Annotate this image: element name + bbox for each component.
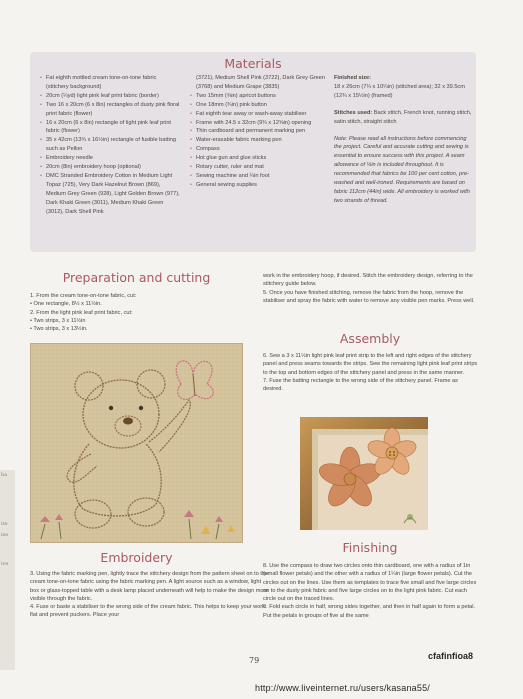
materials-column-2 [190, 74, 328, 190]
prep-line: 2. From the light pink leaf print fabric, cut: [30, 309, 133, 316]
adjacent-page-edge [0, 470, 15, 670]
materials-list-1 [40, 74, 180, 217]
materials-item: • 20cm (8in) embroidery hoop (optional) [40, 163, 180, 172]
materials-column-1 [40, 74, 180, 217]
materials-item: • Two 16 x 20cm (6 x 8in) rectangles of dusty pink floral print fabric (flower) [40, 101, 180, 119]
step-4-continued: work in the embroidery hoop, if desired. Stitch the embroidery design, referring to the stitchery guide below. [263, 273, 473, 288]
stitches-label: Stitches used: [334, 109, 373, 116]
materials-item: • 16 x 20cm (6 x 8in) rectangle of light pink leaf print fabric (flower) [40, 119, 180, 137]
finishing-text [263, 562, 479, 620]
materials-list-2 [190, 74, 328, 190]
prep-text [30, 292, 243, 333]
embroidery-title: Embroidery [100, 550, 173, 565]
finished-size-text: 18 x 26cm (7¼ x 10¼in) (stitched area); 32 x 39.5cm (12¾ x 15½in) (framed) [334, 83, 465, 99]
materials-item: • Frame with 24.5 x 32cm (9¾ x 12⅝in) opening [190, 119, 328, 128]
assembly-title: Assembly [339, 331, 401, 346]
magazine-brand: cfafinfioa8 [428, 651, 474, 661]
prep-line: 1. From the cream tone-on-tone fabric, cut: [30, 293, 137, 299]
prep-line: • Two strips, 3 x 13½in. [30, 326, 88, 333]
page-number: 79 [249, 656, 260, 665]
edge-text: ive [1, 561, 9, 567]
step-5: 5. Once you have finished stitching, remove the fabric from the hoop, remove the stabiliser and spray the fabric with water to remove any visible pen marks. Press well. [263, 289, 475, 304]
materials-item: • 20cm (¼yd) light pink leaf print fabric (border) [40, 92, 180, 101]
edge-text: ba [1, 472, 8, 478]
right-column-text [263, 272, 479, 305]
materials-column-3 [334, 74, 472, 206]
prep-line: • Two strips, 3 x 11½in [30, 317, 86, 324]
prep-line: • One rectangle, 8½ x 11½in. [30, 301, 102, 308]
materials-item: • Hot glue gun and glue sticks [190, 154, 328, 163]
materials-item: • DMC Stranded Embroidery Cotton in Medium Light Topaz (725), Very Dark Hazelnut Brown (869), Medium Grey Green (928), Light Golden Brown (977), Dark Khaki Green (3011), Medium Khaki Green (3012), Dark Shell Pink [40, 172, 180, 217]
stitches-text: Back stitch, French knot, running stitch, satin stitch, straight stitch [334, 109, 472, 125]
assembly-step-7: 7. Fuse the batting rectangle to the wrong side of the stitchery panel. Frame as desired. [263, 377, 458, 393]
materials-item: (3721), Medium Shell Pink (3722), Dark Grey Green (3768) and Medium Grape (3835) [196, 75, 326, 90]
flower-frame-photo [300, 417, 428, 530]
finished-size-label: Finished size: [334, 75, 371, 81]
embroidery-text [30, 570, 270, 620]
fabric-flower-illustration [300, 417, 428, 530]
materials-item: • Compass [190, 145, 328, 154]
assembly-text [263, 352, 479, 393]
bear-illustration [31, 344, 243, 543]
materials-title: Materials [224, 56, 282, 71]
materials-item: • Sewing machine and ¼in foot [190, 172, 328, 181]
finishing-step-8: 8. Use the compass to draw two circles onto thin cardboard, one with a radius of 1in (small flower petals) and the other with a radius of 1¼in (large flower petals). Cut the circles out on the lines. Use them as templates to trace five small and five large circles on to the dusty pink fabric and five large circles on to the light pink fabric. Cut each circle out on the traced lines. [263, 563, 477, 603]
materials-item: • Thin cardboard and permanent marking pen [190, 127, 328, 136]
materials-panel [30, 52, 476, 252]
materials-item: • Fat eighth tear away or wash-away stabiliser [190, 110, 328, 119]
bear-stitchery-photo [30, 343, 243, 543]
assembly-step-6: 6. Sew a 3 x 11½in light pink leaf print strip to the left and right edges of the stitchery panel and press seams towards the strips. Sew the remaining light pink leaf print strips to the top and bottom edges of the stitchery panel and press in the same manner. [263, 353, 478, 376]
materials-item: • Water-erasable fabric marking pen [190, 136, 328, 145]
materials-item: • Embroidery needle [40, 154, 180, 163]
finishing-title: Finishing [342, 540, 398, 555]
materials-item: • Two 15mm (⅝in) apricot buttons [190, 92, 328, 101]
materials-item: • Rotary cutter, ruler and mat [190, 163, 328, 172]
materials-item: • 35 x 42cm (13¾ x 16½in) rectangle of fusible batting such as Pellon [40, 136, 180, 154]
source-url: http://www.liveinternet.ru/users/kasana55/ [255, 683, 430, 693]
edge-text: ize [1, 532, 9, 538]
materials-item: • One 18mm (¾in) pink button [190, 101, 328, 110]
embroidery-step-3: 3. Using the fabric marking pen, lightly trace the stitchery design from the pattern sheet on to the cream tone-on-tone fabric using the fabric marking pen. A light source such as a window, light box or glass-topped table with a desk lamp placed underneath will help to make the design more visible through the fabric. [30, 571, 269, 602]
prep-title: Preparation and cutting [62, 270, 211, 285]
edge-text: ite [1, 521, 8, 527]
materials-note: Note: Please read all instructions before commencing the project. Careful and accurate cutting and sewing is essential to ensure success with this project. A seam allowance of ¼in is included throughout. It is recommended that fabrics be 100 per cent cotton, pre-washed and well-ironed. Requirements are based on fabric 112cm (44in) wide. All embroidery is worked with two strands of thread. [334, 135, 470, 204]
embroidery-step-4: 4. Fuse or baste a stabiliser to the wrong side of the cream fabric. This helps to keep your work flat and prevent puckers. Place your [30, 604, 265, 619]
materials-item: • General sewing supplies [190, 181, 328, 190]
materials-item: • Fat eighth mottled cream tone-on-tone fabric (stitchery background) [40, 74, 180, 92]
finishing-step-9: 9. Fold each circle in half, wrong sides together, and then in half again to form a petal. Put the petals in groups of five al the same [263, 604, 476, 619]
